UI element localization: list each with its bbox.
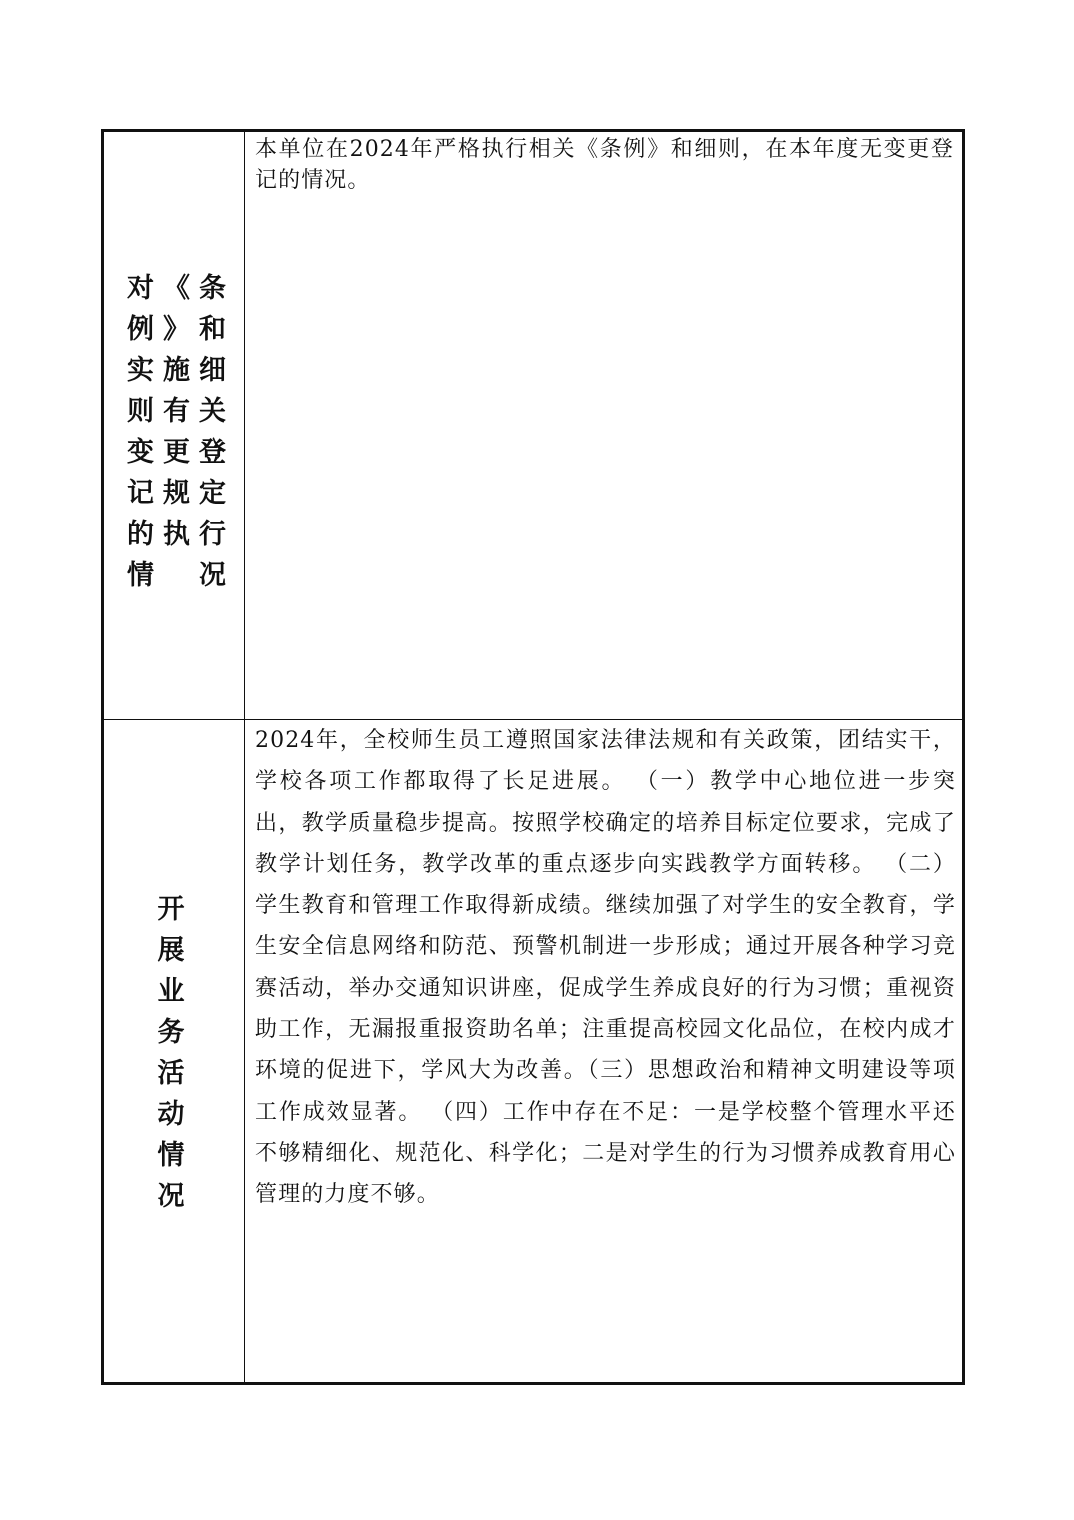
label-line: 情 况 xyxy=(127,559,227,591)
label-line: 对《条 xyxy=(127,272,227,304)
label-line: 则有关 xyxy=(127,395,227,427)
row-label-cell xyxy=(104,720,245,1382)
row-label-cell xyxy=(104,132,245,719)
row-label xyxy=(127,268,227,596)
row-label xyxy=(151,889,191,1217)
label-line: 业 xyxy=(157,976,185,1007)
label-line: 活 xyxy=(157,1058,185,1089)
label-line: 展 xyxy=(157,935,185,966)
label-line: 情 xyxy=(157,1140,185,1171)
label-line: 变更登 xyxy=(127,436,227,468)
label-line: 务 xyxy=(157,1017,185,1048)
row-content: 本单位在2024年严格执行相关《条例》和细则，在本年度无变更登记的情况。 xyxy=(255,137,954,193)
label-line: 况 xyxy=(157,1181,185,1212)
label-line: 记规定 xyxy=(127,477,227,509)
table-row xyxy=(104,132,962,720)
label-line: 开 xyxy=(157,894,185,925)
label-line: 的执行 xyxy=(127,518,227,550)
table-row xyxy=(104,720,962,1382)
label-line: 实施细 xyxy=(127,354,227,386)
row-content: 2024年，全校师生员工遵照国家法律法规和有关政策，团结实干，学校各项工作都取得了长足进展。 （一）教学中心地位进一步突出，教学质量稳步提高。按照学校确定的培养目标定位要求，完成了教学计划任务，教学改革的重点逐步向实践教学方面转移。 （二）学生教育和管理工作取得新成绩。继续加强了对学生的安全教育，学生安全信息网络和防范、预警机制进一步形成；通过开展各种学习竞赛活动，举办交通知识讲座，促成学生养成良好的行为习惯；重视资助工作，无漏报重报资助名单；注重提高校园文化品位，在校内成才环境的促进下，学风大为改善。（三）思想政治和精神文明建设等项工作成效显著。 （四）工作中存在不足：一是学校整个管理水平还不够精细化、规范化、科学化；二是对学生的行为习惯养成教育用心管理的力度不够。 xyxy=(255,728,956,1208)
label-line: 例》和 xyxy=(127,313,227,345)
label-line: 动 xyxy=(157,1099,185,1130)
report-table xyxy=(101,129,965,1385)
